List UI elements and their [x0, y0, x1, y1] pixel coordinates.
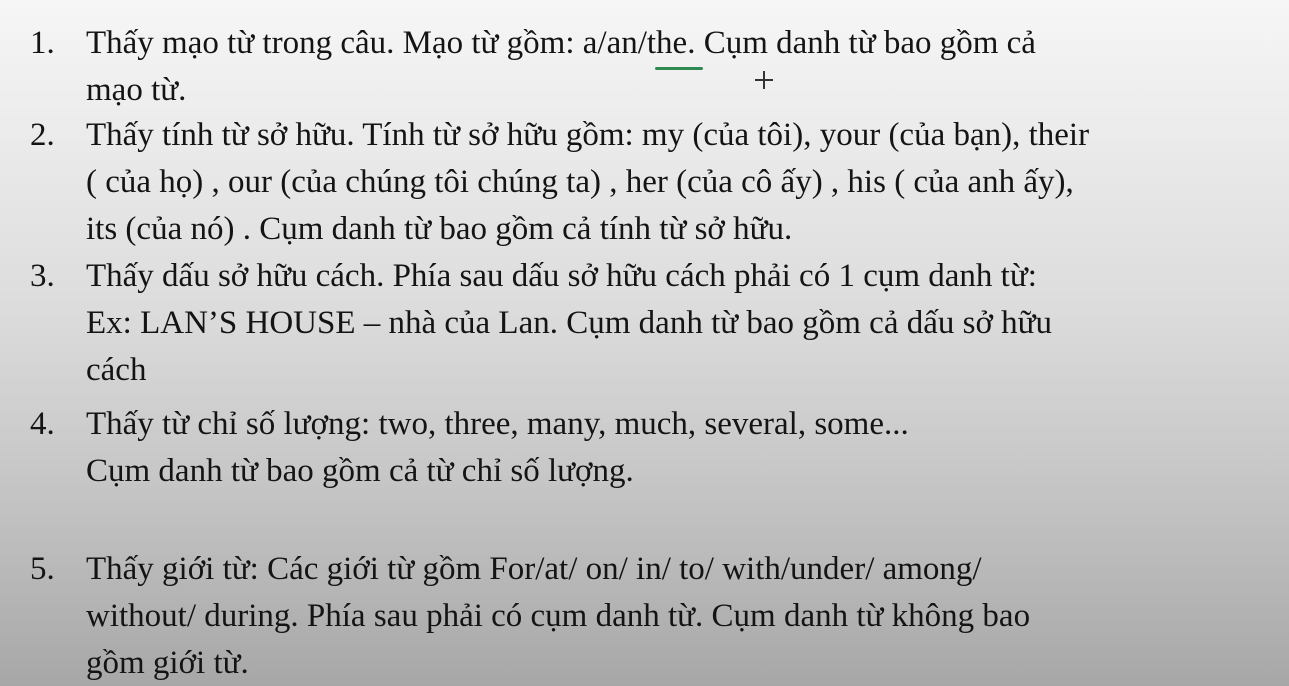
- item-text-line: mạo từ.: [86, 72, 187, 108]
- item-text-line: ( của họ) , our (của chúng tôi chúng ta) , her (của cô ấy) , his ( của anh ấy),: [86, 164, 1074, 200]
- item-text-line: Cụm danh từ bao gồm cả từ chỉ số lượng.: [86, 453, 634, 489]
- item-text-line: Ex: LAN’S HOUSE – nhà của Lan. Cụm danh từ bao gồm cả dấu sở hữu: [86, 305, 1053, 341]
- item-text-line: Thấy mạo từ trong câu. Mạo từ gồm: a/an/the. Cụm danh từ bao gồm cả: [86, 25, 1036, 61]
- item-text-line: gồm giới từ.: [86, 645, 249, 681]
- item-number: 3.: [30, 258, 55, 294]
- item-number: 5.: [30, 551, 55, 587]
- crosshair-cursor-icon: [755, 71, 773, 89]
- item-text-line: without/ during. Phía sau phải có cụm danh từ. Cụm danh từ không bao: [86, 598, 1031, 634]
- pen-annotation-underline: [655, 67, 703, 70]
- item-number: 4.: [30, 406, 55, 442]
- item-text-line: Thấy dấu sở hữu cách. Phía sau dấu sở hữu cách phải có 1 cụm danh từ:: [86, 258, 1037, 294]
- item-text-line: its (của nó) . Cụm danh từ bao gồm cả tính từ sở hữu.: [86, 211, 793, 247]
- item-text-line: cách: [86, 352, 147, 388]
- item-text-line: Thấy giới từ: Các giới từ gồm For/at/ on/ in/ to/ with/under/ among/: [86, 551, 982, 587]
- item-text-line: Thấy tính từ sở hữu. Tính từ sở hữu gồm: my (của tôi), your (của bạn), their: [86, 117, 1090, 153]
- item-text-line: Thấy từ chỉ số lượng: two, three, many, much, several, some...: [86, 406, 909, 442]
- item-number: 1.: [30, 25, 55, 61]
- item-number: 2.: [30, 117, 55, 153]
